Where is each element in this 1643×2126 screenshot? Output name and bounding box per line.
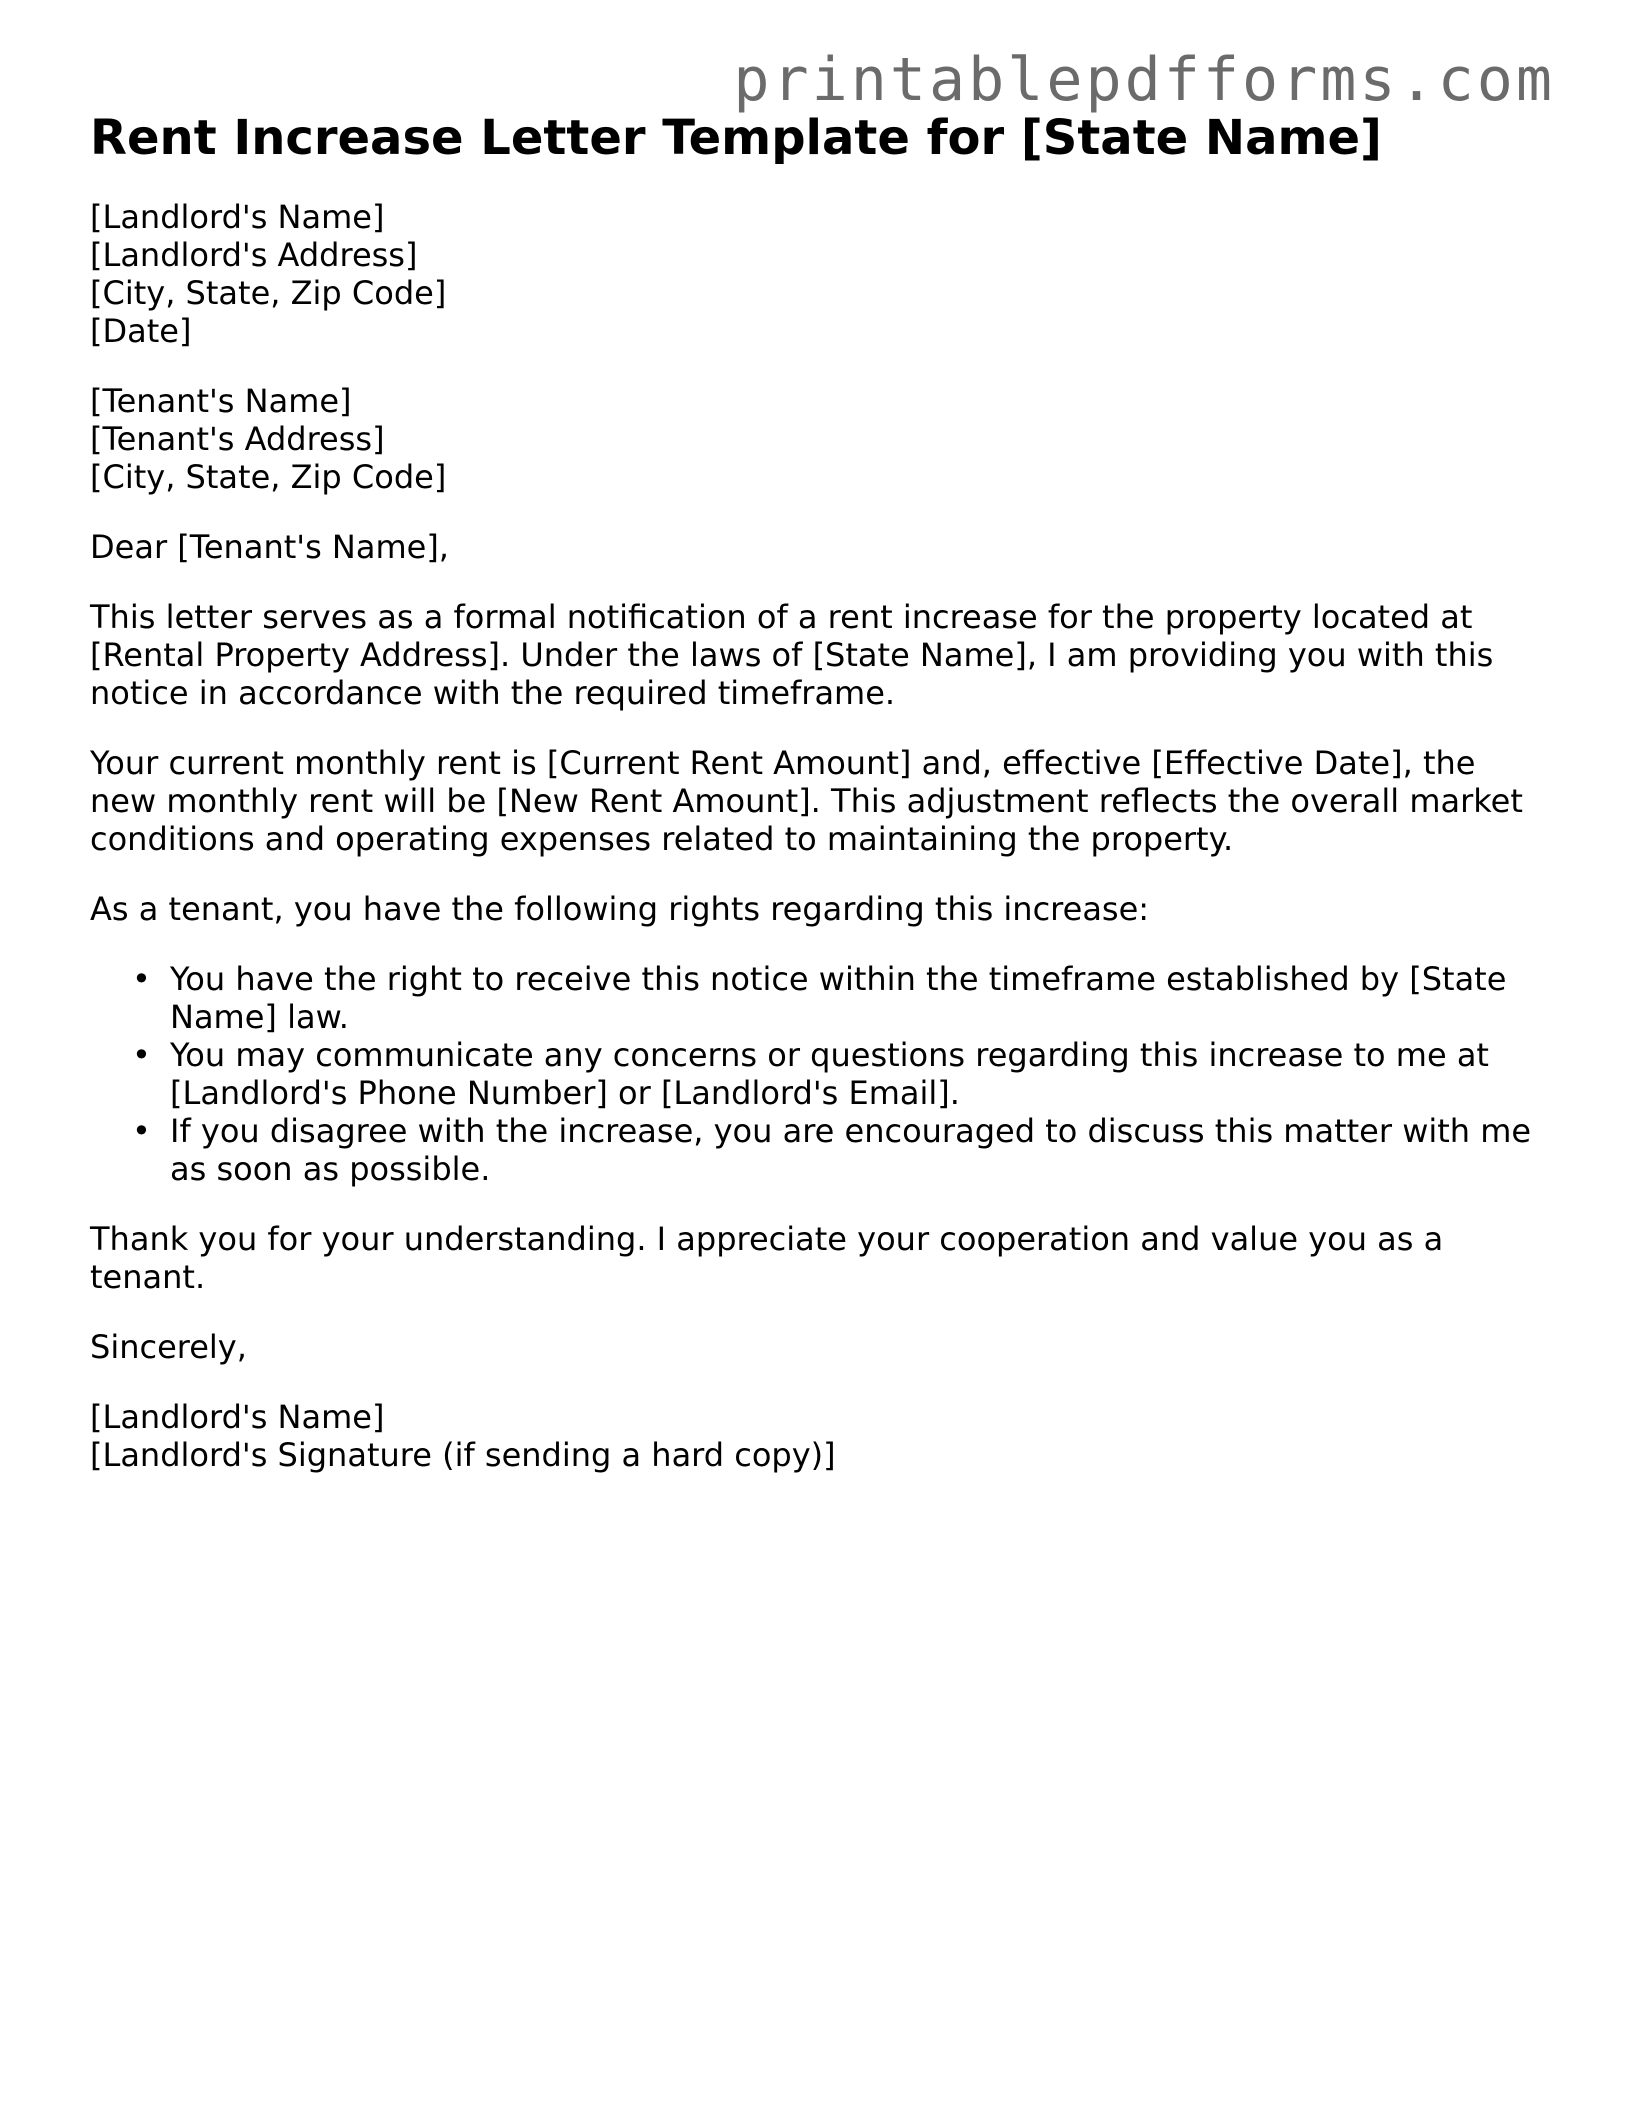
greeting: Dear [Tenant's Name], xyxy=(90,528,449,566)
signature-block xyxy=(90,1398,1540,1474)
letter-page xyxy=(90,110,1540,1474)
watermark-text: printablepdfforms.com xyxy=(733,45,1555,115)
sender-block xyxy=(90,198,1540,350)
rights-item-text: You may communicate any concerns or questions regarding this increase to me at [Landlord's Phone Number] or [Landlord's Email]. xyxy=(170,1036,1489,1112)
bullet-icon: • xyxy=(132,1112,151,1150)
recipient-city-state-zip: [City, State, Zip Code] xyxy=(90,458,447,496)
recipient-address: [Tenant's Address] xyxy=(90,420,385,458)
recipient-block xyxy=(90,382,1540,496)
recipient-name: [Tenant's Name] xyxy=(90,382,352,420)
letter-title: Rent Increase Letter Template for [State Name] xyxy=(90,110,1382,166)
signature-note: [Landlord's Signature (if sending a hard copy)] xyxy=(90,1436,836,1474)
bullet-icon: • xyxy=(132,1036,151,1074)
notification-paragraph: This letter serves as a formal notification of a rent increase for the property located at [Rental Property Address]. Under the laws of [State Name], I am providing you with this notice in accordance with the required timeframe. xyxy=(90,598,1494,712)
closing: Sincerely, xyxy=(90,1328,247,1366)
signature-name: [Landlord's Name] xyxy=(90,1398,385,1436)
rights-item-text: You have the right to receive this notice within the timeframe established by [State Name] law. xyxy=(170,960,1507,1036)
rights-list-item xyxy=(132,960,1540,1036)
rights-intro-paragraph: As a tenant, you have the following rights regarding this increase: xyxy=(90,890,1150,928)
letter-date: [Date] xyxy=(90,312,192,350)
thanks-paragraph: Thank you for your understanding. I appreciate your cooperation and value you as a tenant. xyxy=(90,1220,1444,1296)
sender-address: [Landlord's Address] xyxy=(90,236,418,274)
rights-list-item xyxy=(132,1112,1540,1188)
rent-details-paragraph: Your current monthly rent is [Current Rent Amount] and, effective [Effective Date], the new monthly rent will be [New Rent Amount]. This adjustment reflects the overall market conditions and operating expenses related to maintaining the property. xyxy=(90,744,1523,858)
rights-item-text: If you disagree with the increase, you are encouraged to discuss this matter with me as soon as possible. xyxy=(170,1112,1532,1188)
rights-list-item xyxy=(132,1036,1540,1112)
rights-list xyxy=(90,960,1540,1188)
sender-city-state-zip: [City, State, Zip Code] xyxy=(90,274,447,312)
sender-name: [Landlord's Name] xyxy=(90,198,385,236)
bullet-icon: • xyxy=(132,960,151,998)
